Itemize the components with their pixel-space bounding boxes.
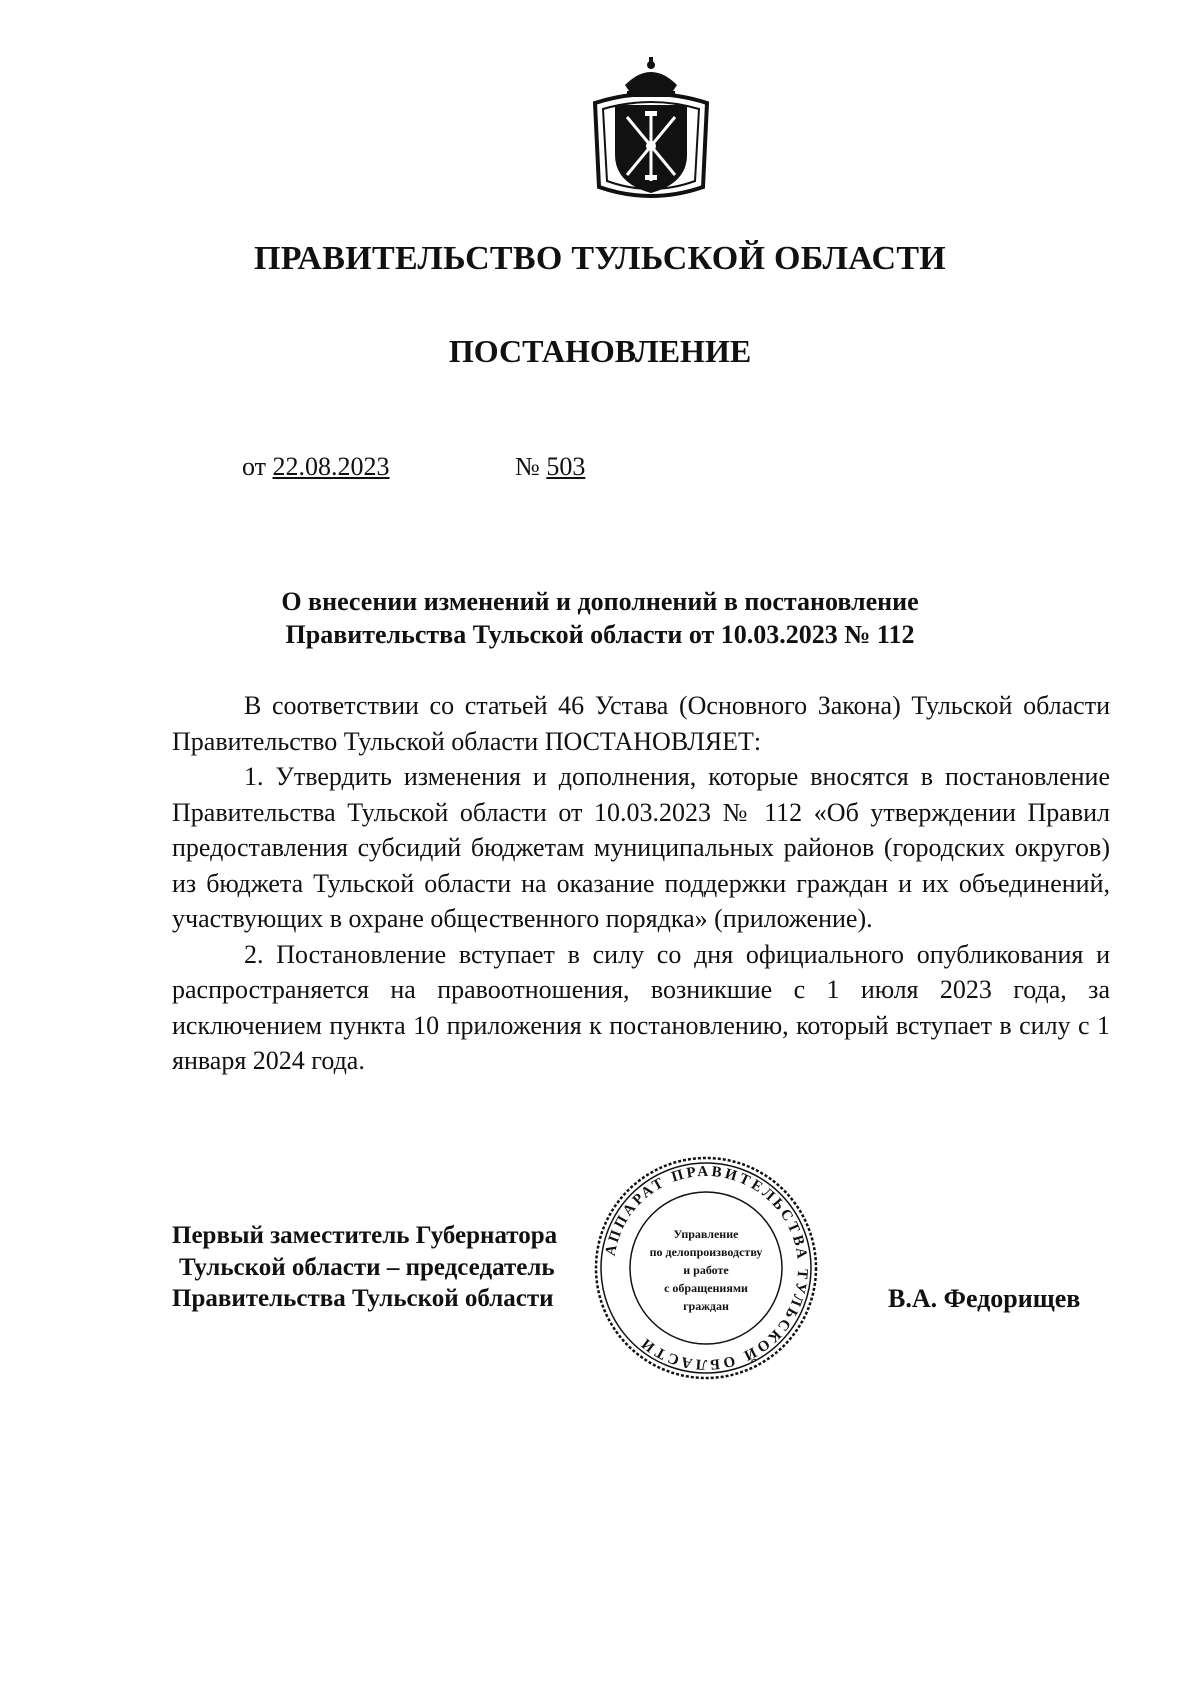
- signature-line-1: Первый заместитель Губернатора: [172, 1222, 558, 1249]
- stamp-center-line-3: и работе: [683, 1263, 729, 1277]
- crown-icon: [625, 57, 677, 97]
- date-from-label: от: [242, 452, 267, 481]
- body-paragraph-item-1: 1. Утвердить изменения и дополнения, которые вносятся в постановление Правительства Тульской области от 10.03.2023 № 112 «Об утверждении Правил предоставления субсидий бюджетам муниципальных районов (городских округов) из бюджета Тульской области на оказание поддержки граждан и их объединений, участвующих в охране общественного порядка» (приложение).: [172, 762, 1110, 933]
- stamp-ring-text: АППАРАТ ПРАВИТЕЛЬСТВА ТУЛЬСКОЙ ОБЛАСТИ: [602, 1163, 811, 1373]
- dateline-number: [515, 452, 585, 482]
- signature-line-3: Правительства Тульской области: [172, 1285, 554, 1312]
- document-type-title: ПОСТАНОВЛЕНИЕ: [448, 333, 752, 369]
- subject-line-1: О внесении изменений и дополнений в постановление: [281, 587, 919, 616]
- coat-of-arms-emblem: [585, 55, 717, 205]
- subject-line-2: Правительства Тульской области от 10.03.2023 № 112: [285, 620, 915, 649]
- signatory-name: В.А. Федорищев: [888, 1284, 1081, 1313]
- dateline-date: [242, 452, 390, 482]
- document-body: [172, 688, 1110, 1079]
- signature-line-2: Тульской области – председатель: [179, 1253, 555, 1281]
- signature-position: [172, 1220, 557, 1315]
- document-subject: [160, 585, 1040, 651]
- stamp-center-line-5: граждан: [683, 1299, 729, 1313]
- body-paragraph-item-2: 2. Постановление вступает в силу со дня официального опубликования и распространяется на правоотношения, возникшие с 1 июля 2023 года, за исключением пункта 10 приложения к постановлению, который вступает в силу с 1 января 2024 года.: [172, 939, 1110, 1075]
- document-number: 503: [546, 452, 586, 481]
- stamp-center-line-4: с обращениями: [664, 1281, 748, 1295]
- body-paragraph-preamble: В соответствии со статьей 46 Устава (Основного Закона) Тульской области Правительство Тульской области ПОСТАНОВЛЯЕТ:: [172, 691, 1110, 756]
- stamp-center-line-1: Управление: [673, 1227, 739, 1241]
- official-stamp-seal: [592, 1154, 820, 1382]
- organization-title: ПРАВИТЕЛЬСТВО ТУЛЬСКОЙ ОБЛАСТИ: [253, 240, 947, 277]
- stamp-center-line-2: по делопроизводству: [649, 1245, 763, 1259]
- document-date: 22.08.2023: [272, 452, 390, 481]
- number-label: №: [515, 452, 540, 481]
